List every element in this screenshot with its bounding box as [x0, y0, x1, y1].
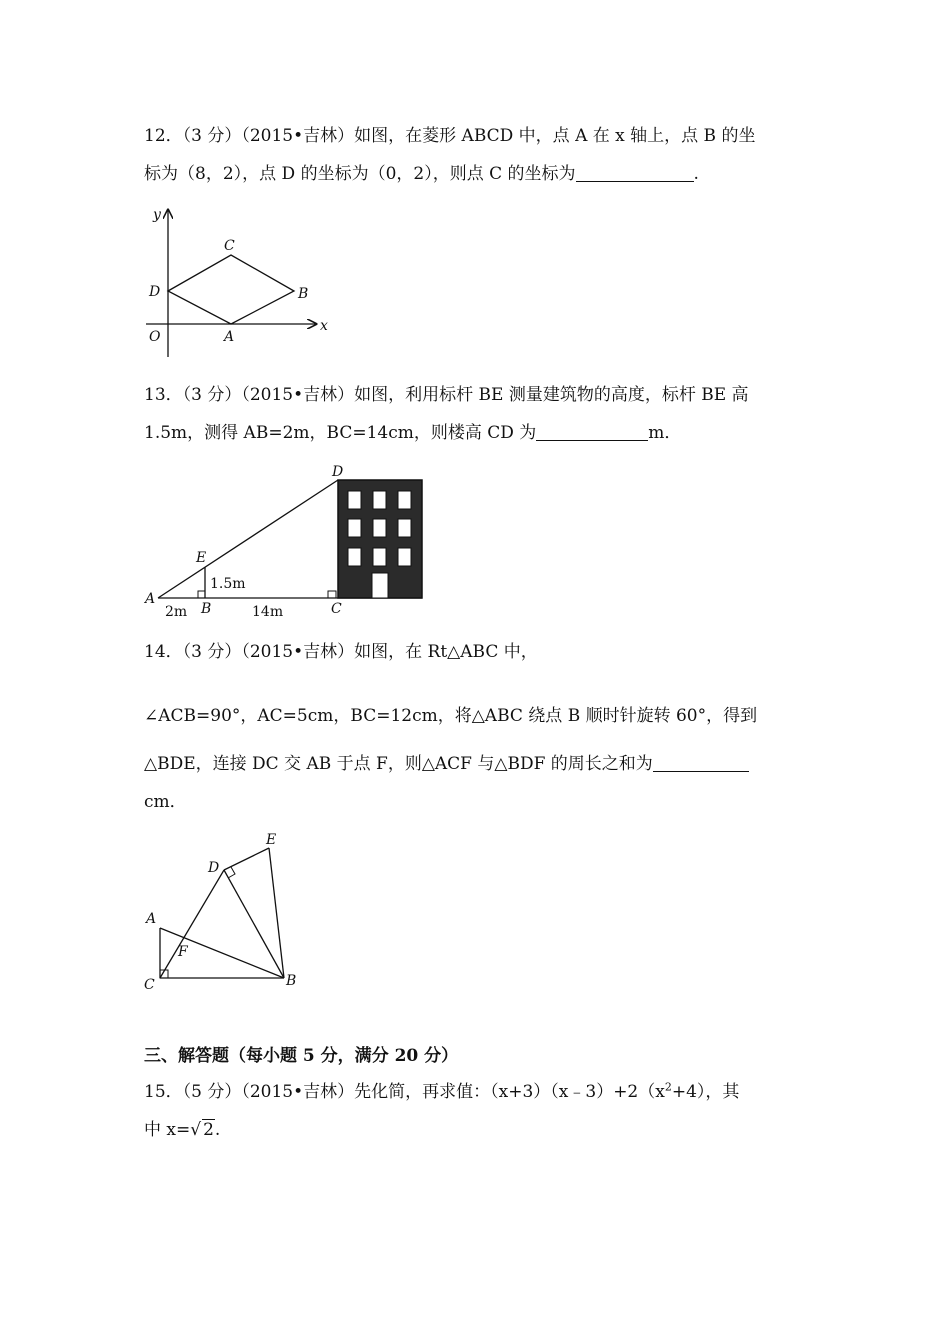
- q15-line2-text: 中 x=: [144, 1120, 191, 1140]
- label-e: E: [196, 550, 207, 566]
- q15-line1: [144, 1080, 739, 1104]
- q15-exponent: 2: [664, 1080, 672, 1094]
- q13-line1: 13．（3 分）（2015•吉林）如图，利用标杆 BE 测量建筑物的高度，标杆 BE 高: [144, 385, 749, 405]
- rhombus-abcd: [168, 255, 294, 324]
- label-bc-length: 14m: [252, 604, 284, 620]
- q12-line2-text: 标为（8，2），点 D 的坐标为（0，2），则点 C 的坐标为: [144, 164, 576, 184]
- label-f: F: [178, 944, 188, 960]
- q15-line2: [144, 1118, 220, 1142]
- right-angle-d: [228, 867, 235, 878]
- label-y: y: [153, 207, 161, 223]
- q13-line2-end: m．: [648, 423, 682, 443]
- label-ab-length: 2m: [165, 604, 188, 620]
- q14-line1: 14．（3 分）（2015•吉林）如图，在 Rt△ABC 中，: [144, 642, 538, 662]
- label-b: B: [298, 286, 309, 302]
- label-d: D: [208, 860, 220, 876]
- building-windows: [348, 491, 411, 566]
- sqrt-expression: [190, 1118, 215, 1142]
- label-a: A: [145, 591, 156, 607]
- label-o: O: [149, 329, 161, 345]
- segment-dc: [160, 870, 224, 978]
- label-e: E: [266, 832, 277, 848]
- label-b: B: [201, 601, 212, 617]
- sight-line: [158, 480, 338, 598]
- label-a: A: [146, 911, 157, 927]
- label-c: C: [144, 977, 155, 993]
- section-3-heading: 三、解答题（每小题 5 分，满分 20 分）: [144, 1046, 459, 1066]
- sqrt-radicand: 2: [203, 1120, 214, 1140]
- label-c: C: [224, 238, 235, 254]
- q12-line2: [144, 162, 699, 186]
- building-door: [372, 573, 388, 598]
- q12-line2-end: .: [693, 164, 699, 184]
- q14-line3-text: △BDE，连接 DC 交 AB 于点 F，则△ACF 与△BDF 的周长之和为: [144, 754, 653, 774]
- right-angle-c: [328, 591, 336, 598]
- q13-answer-blank: [536, 422, 648, 441]
- q15-line1-text-b: +4），其: [671, 1082, 740, 1102]
- label-c: C: [331, 601, 342, 617]
- q14-triangle-figure: [140, 828, 310, 998]
- segment-db: [224, 870, 284, 978]
- q13-line2-text: 1.5m，测得 AB=2m，BC=14cm，则楼高 CD 为: [144, 423, 537, 443]
- segment-de: [224, 848, 269, 870]
- q15-line1-text-a: 15．（5 分）（2015•吉林）先化简，再求值：（x+3）（x﹣3）+2（x: [144, 1082, 665, 1102]
- label-d: D: [332, 464, 344, 480]
- q14-answer-blank: [653, 753, 749, 772]
- q14-line3: [144, 752, 749, 776]
- q13-line2: [144, 421, 681, 445]
- label-b: B: [286, 973, 297, 989]
- right-angle-b: [198, 591, 205, 598]
- label-a: A: [224, 329, 235, 345]
- q14-line2: ∠ACB=90°，AC=5cm，BC=12cm，将△ABC 绕点 B 顺时针旋转 60°，得到: [144, 706, 758, 726]
- q13-building-figure: [140, 460, 440, 625]
- label-x: x: [320, 318, 328, 334]
- segment-eb: [269, 848, 284, 978]
- q15-line2-end: .: [214, 1120, 221, 1140]
- q12-line1: 12．（3 分）（2015•吉林）如图，在菱形 ABCD 中，点 A 在 x 轴上，点 B 的坐: [144, 126, 756, 146]
- q12-answer-blank: [576, 163, 694, 182]
- sqrt-sign-icon: √: [190, 1120, 202, 1140]
- label-pole-height: 1.5m: [210, 576, 246, 592]
- q12-rhombus-figure: [140, 200, 340, 365]
- q14-line4: cm．: [144, 792, 187, 812]
- label-d: D: [149, 284, 161, 300]
